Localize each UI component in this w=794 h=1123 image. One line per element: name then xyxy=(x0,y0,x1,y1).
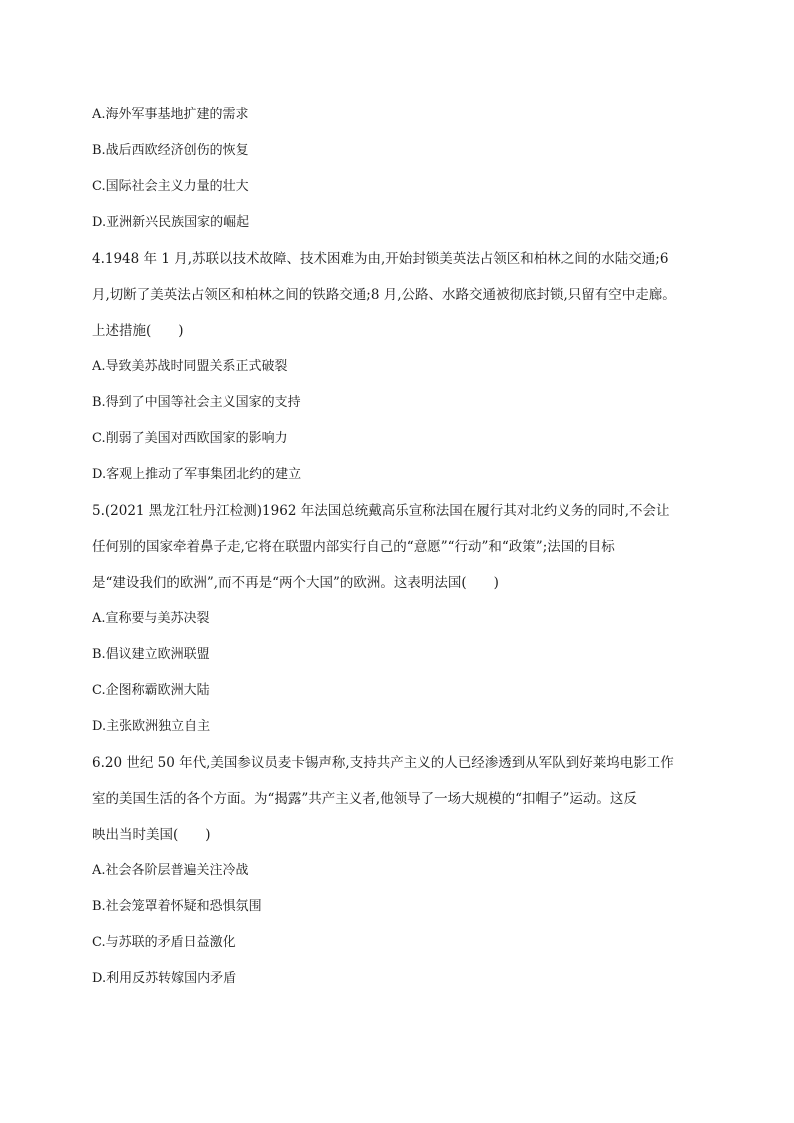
q5-option-c: C.企图称霸欧洲大陆 xyxy=(92,683,210,698)
q3-option-d: D.亚洲新兴民族国家的崛起 xyxy=(92,215,250,230)
q4-stem-line-3: 上述措施( ) xyxy=(92,323,184,339)
q4-option-b: B.得到了中国等社会主义国家的支持 xyxy=(92,395,301,410)
q5-option-a: A.宣称要与美苏决裂 xyxy=(92,611,210,626)
q6-option-d: D.利用反苏转嫁国内矛盾 xyxy=(92,971,237,986)
q5-stem-line-1: 5.(2021 黑龙江牡丹江检测)1962 年法国总统戴高乐宣称法国在履行其对北约义务的同时,不会让 xyxy=(92,503,670,519)
q6-option-c: C.与苏联的矛盾日益激化 xyxy=(92,935,236,950)
q3-option-b: B.战后西欧经济创伤的恢复 xyxy=(92,143,249,158)
q3-option-c: C.国际社会主义力量的壮大 xyxy=(92,179,249,194)
q4-stem-line-1: 4.1948 年 1 月,苏联以技术故障、技术困难为由,开始封锁美英法占领区和柏林之间的水陆交通;6 xyxy=(92,251,669,267)
q3-option-a: A.海外军事基地扩建的需求 xyxy=(92,107,249,122)
q4-option-a: A.导致美苏战时同盟关系正式破裂 xyxy=(92,359,288,374)
q4-option-d: D.客观上推动了军事集团北约的建立 xyxy=(92,467,302,482)
q5-stem-line-3: 是“建设我们的欧洲”,而不再是“两个大国”的欧洲。这表明法国( ) xyxy=(92,575,499,591)
q6-stem-line-3: 映出当时美国( ) xyxy=(92,827,211,843)
q6-stem-line-2: 室的美国生活的各个方面。为“揭露”共产主义者,他领导了一场大规模的“扣帽子”运动。这反 xyxy=(92,791,637,807)
q6-option-b: B.社会笼罩着怀疑和恐惧氛围 xyxy=(92,899,262,914)
q6-stem-line-1: 6.20 世纪 50 年代,美国参议员麦卡锡声称,支持共产主义的人已经渗透到从军队到好莱坞电影工作 xyxy=(92,755,674,771)
q4-stem-line-2: 月,切断了美英法占领区和柏林之间的铁路交通;8 月,公路、水路交通被彻底封锁,只留有空中走廊。 xyxy=(92,287,676,303)
q5-option-b: B.倡议建立欧洲联盟 xyxy=(92,647,210,662)
q5-stem-line-2: 任何别的国家牵着鼻子走,它将在联盟内部实行自己的“意愿”“行动”和“政策”;法国的目标 xyxy=(92,539,615,555)
q4-option-c: C.削弱了美国对西欧国家的影响力 xyxy=(92,431,288,446)
q6-option-a: A.社会各阶层普遍关注冷战 xyxy=(92,863,249,878)
q5-option-d: D.主张欧洲独立自主 xyxy=(92,719,211,734)
